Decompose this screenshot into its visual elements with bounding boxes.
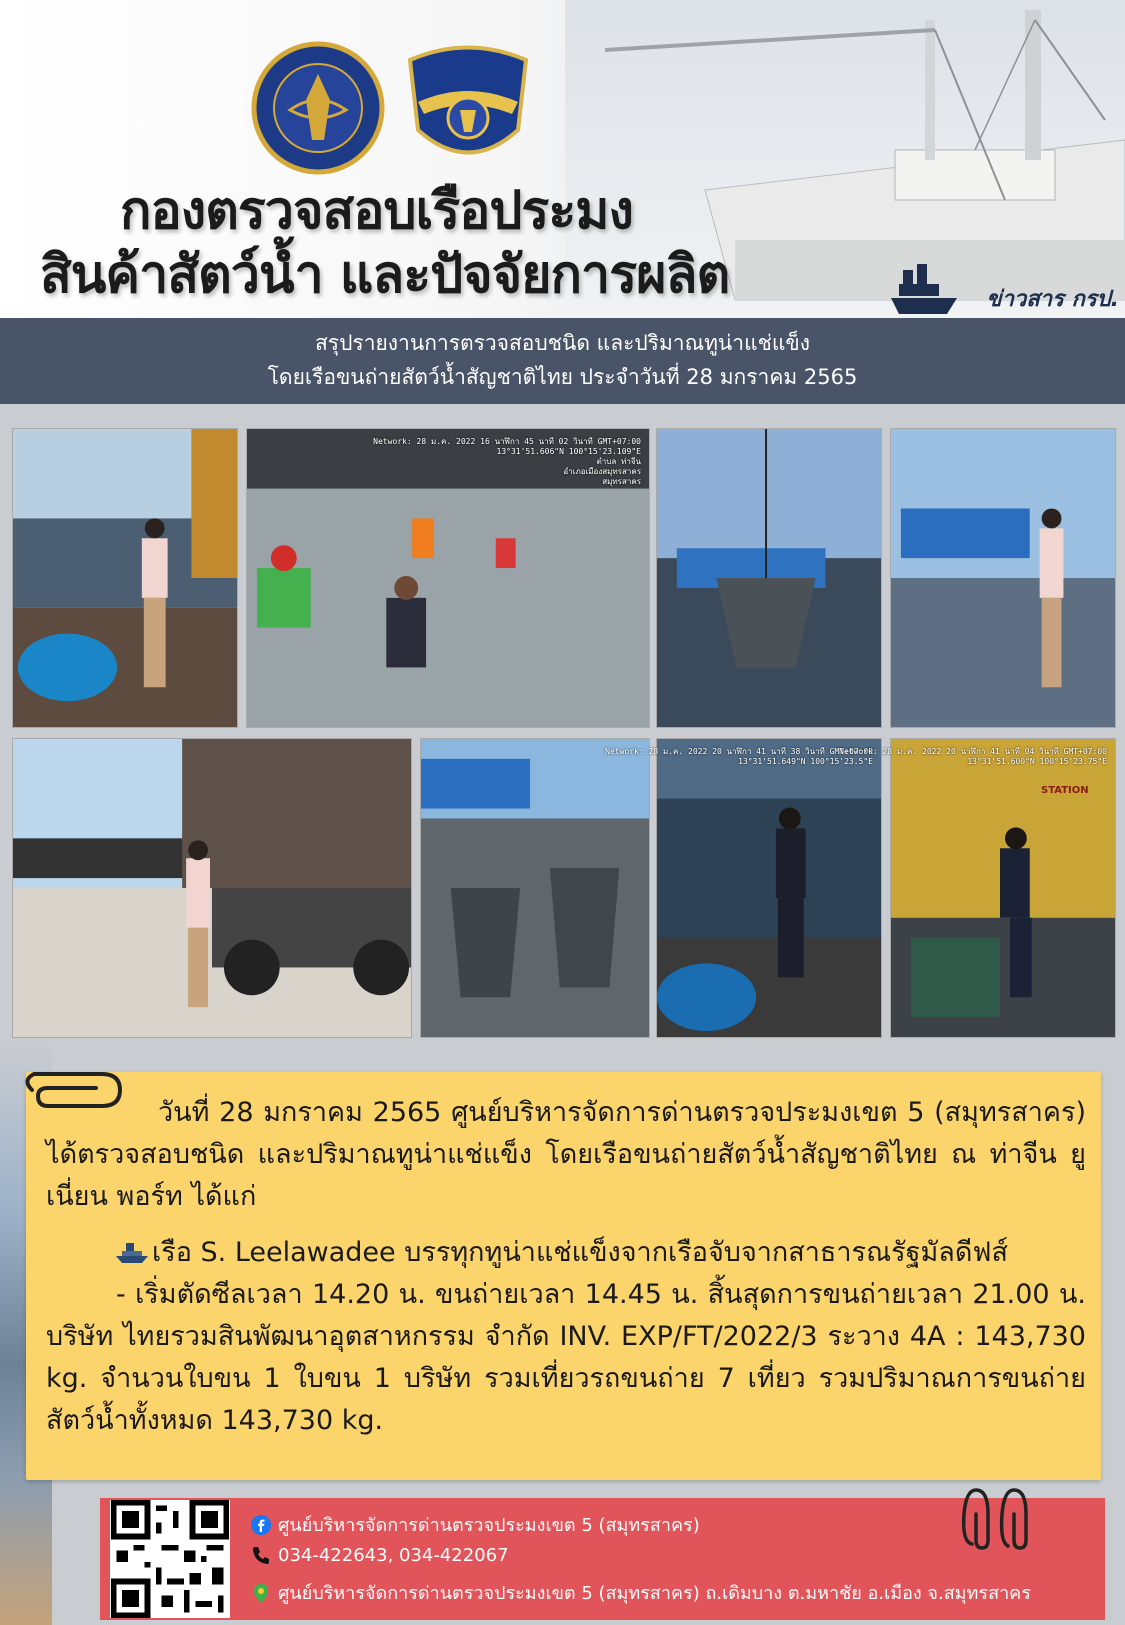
photo-inspector-night-deck [605, 738, 882, 1038]
footer-phone-text: 034-422643, 034-422067 [278, 1544, 509, 1566]
phone-icon [250, 1544, 272, 1566]
station-label: STATION [1041, 785, 1089, 796]
ship-icon [889, 260, 959, 318]
location-pin-icon [250, 1582, 272, 1604]
photo-grid [0, 404, 1125, 1044]
qr-code[interactable] [110, 1500, 230, 1618]
photo-unloading-hold [246, 428, 650, 728]
photo-crane-net-fish [656, 428, 882, 728]
photo-inspector-station [839, 738, 1116, 1038]
page-title-line-1: กองตรวจสอบเรือประมง [120, 181, 633, 241]
report-textbox [26, 1072, 1101, 1480]
photo-nets-with-fish [420, 738, 650, 1038]
photo-inspector-on-deck [12, 428, 238, 728]
footer-facebook-text: ศูนย์บริหารจัดการด่านตรวจประมงเขต 5 (สมุทรสาคร) [278, 1515, 700, 1536]
department-of-fisheries-logo [250, 40, 386, 176]
report-paragraph-1: วันที่ 28 มกราคม 2565 ศูนย์บริหารจัดการด่านตรวจประมงเขต 5 (สมุทรสาคร) ได้ตรวจสอบชนิด และปริมาณทูน่าแช่แข็ง โดยเรือขนถ่ายสัตว์น้ำสัญชาติไทย ณ ท่าจีน ยูเนี่ยน พอร์ท ได้แก่ [46, 1097, 1086, 1212]
subtitle-band [0, 318, 1125, 404]
footer-address[interactable] [250, 1578, 1031, 1607]
fishery-inspection-logo [400, 40, 536, 176]
report-paragraph-2 [46, 1232, 1086, 1274]
photo-truck-seal [12, 738, 412, 1038]
footer-facebook[interactable] [250, 1510, 700, 1539]
page-title-line-2: สินค้าสัตว์น้ำ และปัจจัยการผลิต [40, 245, 730, 305]
footer-address-text: ศูนย์บริหารจัดการด่านตรวจประมงเขต 5 (สมุทรสาคร) ถ.เดิมบาง ต.มหาชัย อ.เมือง จ.สมุทรสาคร [278, 1583, 1031, 1604]
photo-timestamp: Network: 28 ม.ค. 2022 20 นาฬิกา 41 นาที 04 วินาที GMT+07:00 13°31'51.600"N 100°15'23.75"E [839, 747, 1107, 766]
subtitle-line-1: สรุปรายงานการตรวจสอบชนิด และปริมาณทูน่าแช่แข็ง [314, 331, 811, 355]
header-banner [0, 0, 1125, 318]
footer-phone[interactable] [250, 1544, 509, 1566]
ship-icon [116, 1241, 148, 1263]
news-badge [889, 260, 1119, 318]
paperclip-icon [958, 1484, 1038, 1564]
contact-footer [100, 1498, 1105, 1620]
paperclip-icon [12, 1060, 132, 1130]
report-paragraph-2-text: เรือ S. Leelawadee บรรทุกทูน่าแช่แข็งจากเรือจับจากสาธารณรัฐมัลดีฟส์ [152, 1237, 1008, 1268]
photo-inspector-crane [890, 428, 1116, 728]
photo-timestamp: Network: 28 ม.ค. 2022 16 นาฬิกา 45 นาที 02 วินาที GMT+07:00 13°31'51.606"N 100°15'23.109"E ตำบล ท่าจีน อำเภอเมืองสมุทรสาคร สมุทรสาคร [373, 437, 641, 486]
report-paragraph-3: - เริ่มตัดซีลเวลา 14.20 น. ขนถ่ายเวลา 14.45 น. สิ้นสุดการขนถ่ายเวลา 21.00 น. บริษัท ไทยรวมสินพัฒนาอุตสาหกรรม จำกัด INV. EXP/FT/2022/3 ระวาง 4A : 143,730 kg. จำนวนใบขน 1 ใบขน 1 บริษัท รวมเที่ยวรถขนถ่าย 7 เที่ยว รวมปริมาณการขนถ่ายสัตว์น้ำทั้งหมด 143,730 kg. [46, 1279, 1086, 1436]
photo-timestamp: Network: 28 ม.ค. 2022 20 นาฬิกา 41 นาที 38 วินาที GMT+07:00 13°31'51.649"N 100°15'23.5"E [605, 747, 873, 766]
subtitle-line-2: โดยเรือขนถ่ายสัตว์น้ำสัญชาติไทย ประจำวันที่ 28 มกราคม 2565 [267, 365, 858, 389]
facebook-icon [250, 1514, 272, 1536]
news-label: ข่าวสาร กรป. [986, 287, 1119, 312]
